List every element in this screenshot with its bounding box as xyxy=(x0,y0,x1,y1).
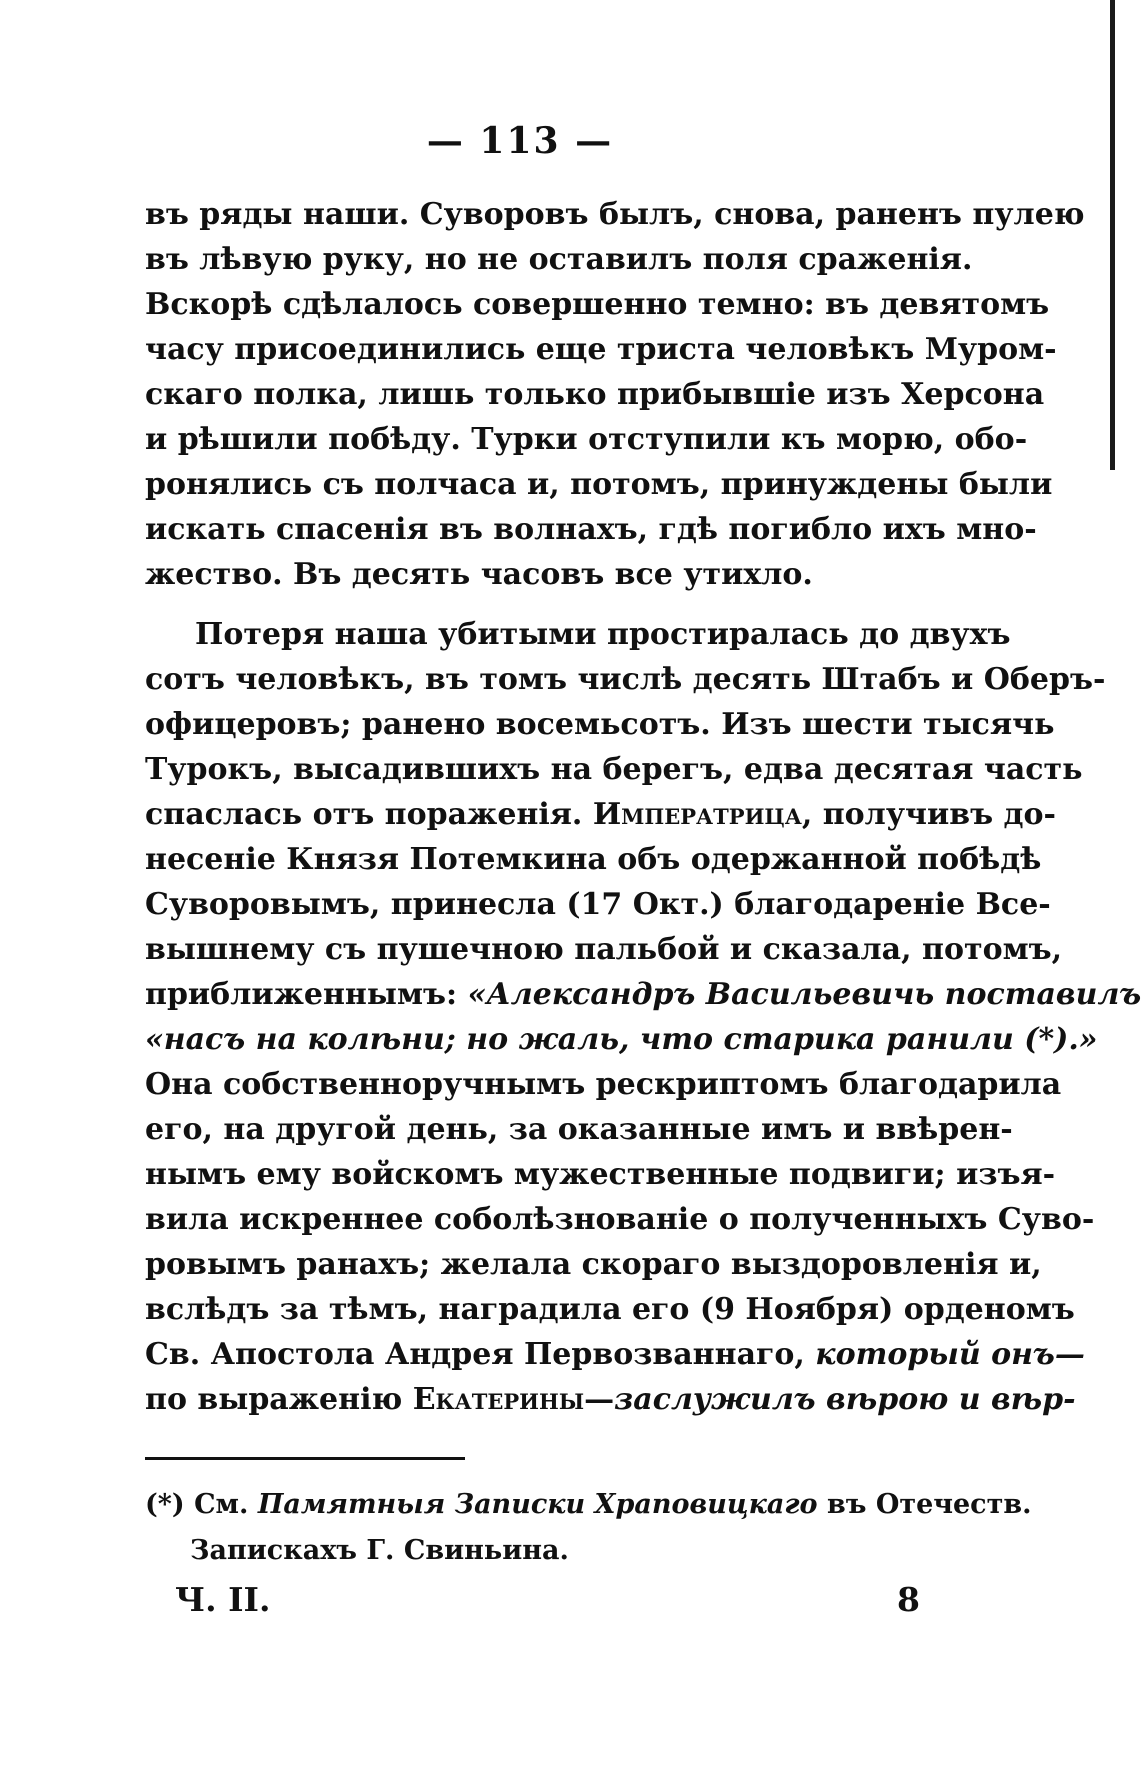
text-line: Вскорѣ сдѣлалось совершенно темно: въ девятомъ xyxy=(145,287,1050,322)
text-line: Она собственноручнымъ рескриптомъ благодарила xyxy=(145,1067,1062,1102)
page-number: — 113 — xyxy=(426,120,614,162)
text-line: его, на другой день, за оказанные имъ и ввѣрен- xyxy=(145,1112,1013,1147)
text-line: Потеря наша убитыми простиралась до двухъ xyxy=(195,617,1011,652)
text-line: сотъ человѣкъ, въ томъ числѣ десять Штабъ и Оберъ- xyxy=(145,662,1106,697)
paragraph-1 xyxy=(145,192,1085,597)
footnote-line: (*) См. Памятныя Записки Храповицкаго въ Отечеств. xyxy=(145,1489,1032,1520)
text-line: ровымъ ранахъ; желала скораго выздоровленія и, xyxy=(145,1247,1042,1282)
signature-line xyxy=(145,1580,960,1630)
text-line: и рѣшили побѣду. Турки отступили къ морю, обо- xyxy=(145,422,1028,457)
italic-text: который онъ— xyxy=(815,1337,1085,1372)
text-line: въ ряды наши. Суворовъ былъ, снова, раненъ пулею xyxy=(145,197,1085,232)
quote-text: «Александръ Васильевичь поставилъ xyxy=(467,977,1141,1012)
quote-text: «насъ на колѣни; но жаль, что старика ранили (*).» xyxy=(145,1022,1098,1057)
text-line: несеніе Князя Потемкина объ одержанной побѣдѣ xyxy=(145,842,1042,877)
text-line: Суворовымъ, принесла (17 Окт.) благодареніе Все- xyxy=(145,887,1051,922)
footnote-line: Запискахъ Г. Свиньина. xyxy=(190,1535,569,1566)
text-line: Св. Апостола Андрея Первозваннаго, который онъ— xyxy=(145,1337,1085,1372)
text-line: приближеннымъ: «Александръ Васильевичь поставилъ xyxy=(145,977,1141,1012)
text-line: вила искреннее соболѣзнованіе о полученныхъ Суво- xyxy=(145,1202,1095,1237)
text-line xyxy=(145,1017,1098,1062)
text-line: вслѣдъ за тѣмъ, наградила его (9 Ноября) орденомъ xyxy=(145,1292,1075,1327)
scan-edge-line xyxy=(1110,0,1115,470)
text-line: Турокъ, высадившихъ на берегъ, едва десятая часть xyxy=(145,752,1083,787)
text-line: офицеровъ; ранено восемьсотъ. Изъ шести тысячь xyxy=(145,707,1055,742)
name-ekaterina: Екатерины xyxy=(412,1382,585,1417)
sheet-number: 8 xyxy=(897,1580,920,1619)
name-empress: Императрица xyxy=(592,797,802,832)
text-line: въ лѣвую руку, но не оставилъ поля сраженія. xyxy=(145,242,973,277)
text-line: ронялись съ полчаса и, потомъ, принуждены были xyxy=(145,467,1053,502)
footnote xyxy=(145,1482,1032,1574)
italic-text: заслужилъ вѣрою и вѣр- xyxy=(614,1382,1076,1417)
text-line: вышнему съ пушечною пальбой и сказала, потомъ, xyxy=(145,932,1063,967)
text-line: часу присоединились еще триста человѣкъ Муром- xyxy=(145,332,1057,367)
text-line: по выраженію Екатерины—заслужилъ вѣрою и вѣр- xyxy=(145,1382,1076,1417)
text-line: спаслась отъ пораженія. Императрица, получивъ до- xyxy=(145,797,1056,832)
text-line: скаго полка, лишь только прибывшіе изъ Херсона xyxy=(145,377,1045,412)
text-line: нымъ ему войскомъ мужественные подвиги; изъя- xyxy=(145,1157,1056,1192)
footnote-divider xyxy=(145,1457,465,1460)
footnote-source-title: Памятныя Записки Храповицкаго xyxy=(257,1489,818,1520)
volume-part: Ч. II. xyxy=(175,1580,271,1619)
paragraph-2 xyxy=(145,612,1141,1422)
text-line: искать спасенія въ волнахъ, гдѣ погибло ихъ мно- xyxy=(145,512,1037,547)
text-line: жество. Въ десять часовъ все утихло. xyxy=(145,557,813,592)
